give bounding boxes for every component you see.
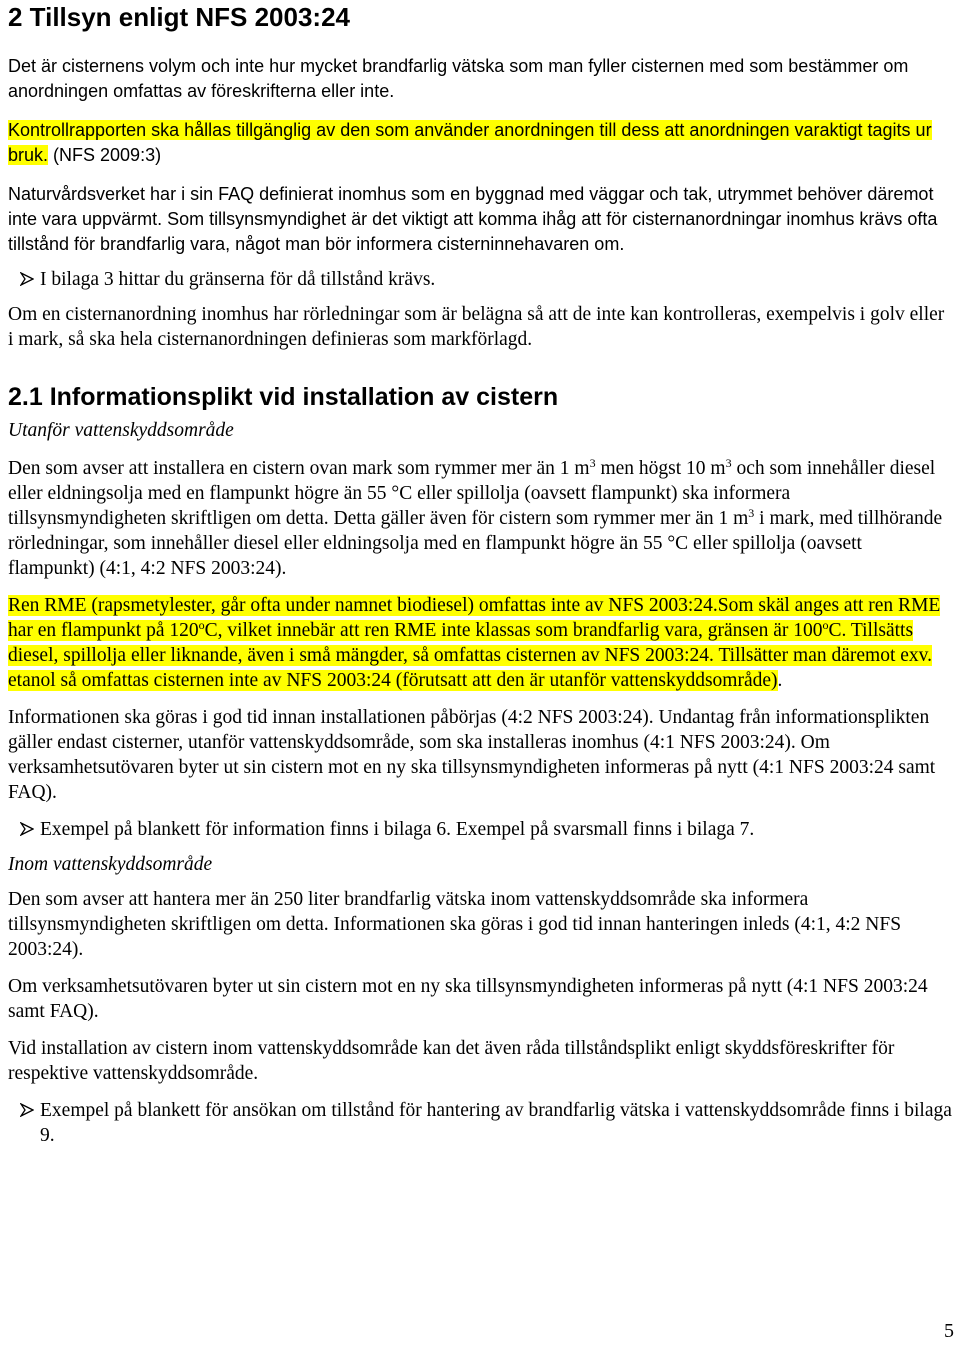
page-number: 5 <box>944 1320 954 1342</box>
bullet-text: Exempel på blankett för information finns i bilaga 6. Exempel på svarsmall finns i bilaga 7. <box>40 819 755 840</box>
subheading-outside-protection-area: Utanför vattenskyddsområde <box>8 420 234 441</box>
paragraph-install-info: Den som avser att installera en cistern ovan mark som rymmer mer än 1 $m^3$ men högst 10 $m^3$ och som innehåller diesel eller eldningsolja med en flampunkt högre än 55 °C eller spillolja (oavsett flampunkt) ska informera tillsynsmyndigheten skriftligen om detta. Detta gäller även för cistern som rymmer mer än 1 $m^3$ i mark, med tillhörande rörledningar, som innehåller diesel eller eldningsolja med en flampunkt högre än 55 °C eller spillolja (oavsett flampunkt) (4:1, 4:2 NFS 2003:24). <box>8 456 943 579</box>
paragraph-control-report: Kontrollrapporten ska hållas tillgänglig av den som använder anordningen till dess att anordningen varaktigt tagits ur bruk. (NFS 2009:3) <box>8 120 932 165</box>
bullet-text: I bilaga 3 hittar du gränserna för då tillstånd krävs. <box>40 269 436 290</box>
subsection-heading: 2.1 Informationsplikt vid installation av cistern <box>8 383 559 411</box>
paragraph-replace-cistern: Om verksamhetsutövaren byter ut sin cistern mot en ny ska tillsynsmyndigheten informeras på nytt (4:1 NFS 2003:24 samt FAQ). <box>8 976 928 1022</box>
arrowhead-bullet-icon <box>8 817 40 836</box>
document-page <box>8 0 952 1148</box>
arrowhead-bullet-icon <box>8 1098 40 1117</box>
highlighted-text: Kontrollrapporten ska hållas tillgänglig av den som använder anordningen till dess att anordningen varaktigt tagits ur bruk. <box>8 120 932 165</box>
paragraph-timing: Informationen ska göras i god tid innan installationen påbörjas (4:2 NFS 2003:24). Undantag från informationsplikten gäller endast cisterner, utanför vattenskyddsområde, som ska installeras inomhus (4:1 NFS 2003:24). Om verksamhetsutövaren byter ut sin cistern mot en ny ska tillsynsmyndigheten informeras på nytt (4:1 NFS 2003:24 samt FAQ). <box>8 707 936 803</box>
arrowhead-bullet-icon <box>8 267 40 286</box>
paragraph-indoors-definition: Naturvårdsverket har i sin FAQ definierat inomhus som en byggnad med väggar och tak, utrymmet behöver däremot inte vara uppvärmt. Som tillsynsmyndighet är det viktigt att komma ihåg att för cisternanordningar inomhus krävs ofta tillstånd för brandfarlig vara, något man bör informera cisterninnehavaren om. <box>8 184 938 254</box>
bullet-item <box>8 817 952 842</box>
section-heading: 2 Tillsyn enligt NFS 2003:24 <box>8 2 350 32</box>
highlighted-text: Ren RME (rapsmetylester, går ofta under namnet biodiesel) omfattas inte av NFS 2003:24.Som skäl anges att ren RME har en flampunkt på 120$^o$C, vilket innebär att ren RME inte klassas som brandfarlig vara, gränsen är 100$^o$C. Tillsätts diesel, spillolja eller liknande, även i små mängder, så omfattas cisternen av NFS 2003:24. Tillsätter man däremot exv. etanol så omfattas cisternen inte av NFS 2003:24 (förutsatt att den är utanför vattenskyddsområde) <box>8 595 941 691</box>
paragraph-permit: Vid installation av cistern inom vattenskyddsområde kan det även råda tillståndsplikt enligt skyddsföreskrifter för respektive vattenskyddsområde. <box>8 1038 895 1084</box>
bullet-item <box>8 267 952 292</box>
paragraph-volume: Det är cisternens volym och inte hur mycket brandfarlig vätska som man fyller cisternen med som bestämmer om anordningen omfattas av föreskrifterna eller inte. <box>8 56 909 101</box>
subheading-inside-protection-area: Inom vattenskyddsområde <box>8 854 213 875</box>
paragraph-250-liter: Den som avser att hantera mer än 250 liter brandfarlig vätska inom vattenskyddsområde ska informera tillsynsmyndigheten skriftligen om detta. Informationen ska göras i god tid innan hanteringen inleds (4:1, 4:2 NFS 2003:24). <box>8 889 902 960</box>
paragraph-pipes: Om en cisternanordning inomhus har rörledningar som är belägna så att de inte kan kontrolleras, exempelvis i golv eller i mark, så ska hela cisternanordningen definieras som markförlagd. <box>8 304 945 350</box>
bullet-text: Exempel på blankett för ansökan om tillstånd för hantering av brandfarlig vätska i vattenskyddsområde finns i bilaga 9. <box>40 1100 952 1146</box>
paragraph-rme: Ren RME (rapsmetylester, går ofta under namnet biodiesel) omfattas inte av NFS 2003:24.Som skäl anges att ren RME har en flampunkt på 120$^o$C, vilket innebär att ren RME inte klassas som brandfarlig vara, gränsen är 100$^o$C. Tillsätts diesel, spillolja eller liknande, även i små mängder, så omfattas cisternen av NFS 2003:24. Tillsätter man däremot exv. etanol så omfattas cisternen inte av NFS 2003:24 (förutsatt att den är utanför vattenskyddsområde). <box>8 595 941 691</box>
bullet-item <box>8 1098 952 1148</box>
